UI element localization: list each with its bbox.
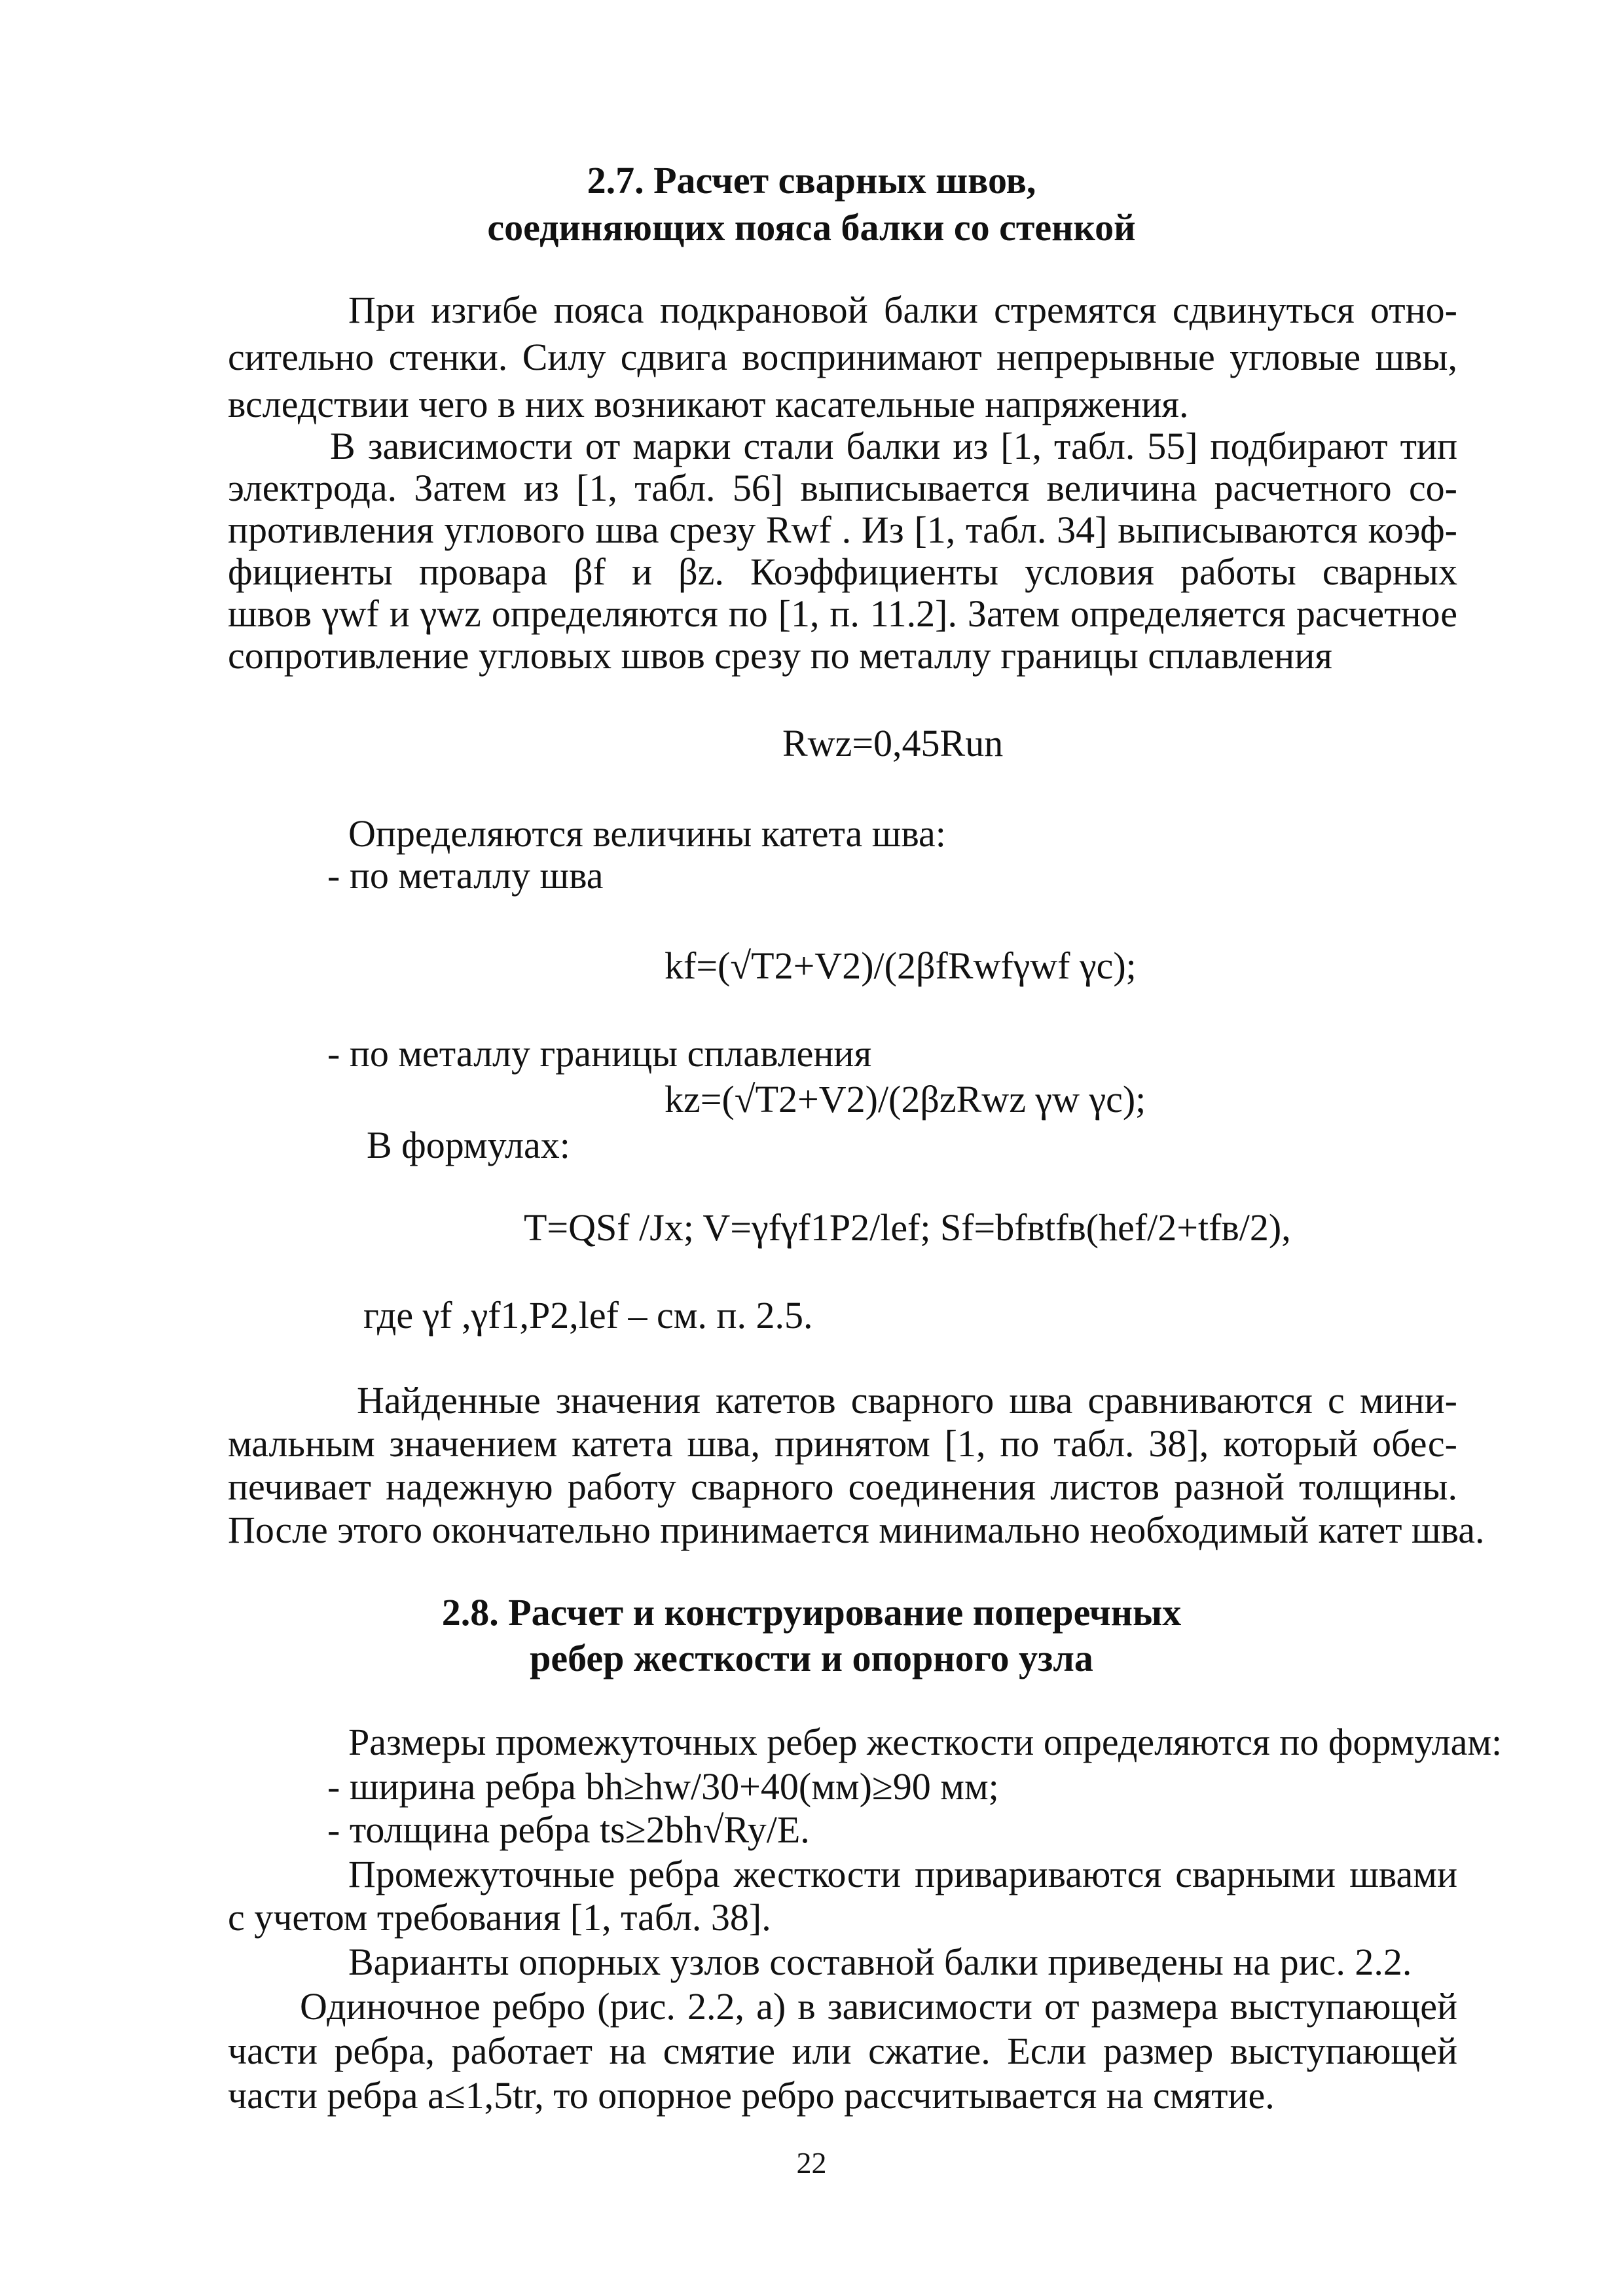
section-2-7-title-line1: 2.7. Расчет сварных швов, <box>587 159 1036 202</box>
p1-line2: сительно стенки. Силу сдвига воспринимают непрерывные угловые швы, <box>228 336 1457 378</box>
formula-kf: kf=(√T2+V2)/(2βfRwfγwf γc); <box>665 944 1137 987</box>
p2-line3: противления углового шва срезу Rwf . Из [1, табл. 34] выписываются коэф- <box>228 509 1457 551</box>
section-2-7-title-line2: соединяющих пояса балки со стенкой <box>487 206 1136 249</box>
p3-line1: Определяются величины катета шва: <box>348 812 946 855</box>
section-2-8-title-line1: 2.8. Расчет и конструирование поперечных <box>441 1591 1182 1634</box>
p7-line3: печивает надежную работу сварного соединения листов разной толщины. <box>228 1465 1457 1508</box>
p9-line2: с учетом требования [1, табл. 38]. <box>228 1896 771 1939</box>
p1-line1: При изгибе пояса подкрановой балки стремятся сдвинуться отно- <box>348 289 1457 331</box>
p2-line2: электрода. Затем из [1, табл. 56] выписывается величина расчетного со- <box>228 467 1457 509</box>
p11-line2: части ребра, работает на смятие или сжатие. Если размер выступающей <box>228 2030 1457 2072</box>
formula-rwz: Rwz=0,45Run <box>782 722 1004 764</box>
p10-line1: Варианты опорных узлов составной балки приведены на рис. 2.2. <box>348 1941 1412 1983</box>
p11-line1: Одиночное ребро (рис. 2.2, а) в зависимости от размера выступающей <box>300 1985 1457 2028</box>
p2-line5: швов γwf и γwz определяются по [1, п. 11.2]. Затем определяется расчетное <box>228 592 1457 635</box>
p6-line1: где γf ,γf1,P2,lef – см. п. 2.5. <box>363 1294 813 1336</box>
p8-line1: Размеры промежуточных ребер жесткости определяются по формулам: <box>348 1721 1503 1763</box>
p8-line3: - толщина ребра ts≥2bh√Ry/E. <box>327 1808 810 1851</box>
formula-kz: kz=(√T2+V2)/(2βzRwz γw γc); <box>665 1078 1146 1121</box>
p2-line6: сопротивление угловых швов срезу по металлу границы сплавления <box>228 634 1332 677</box>
page-number: 22 <box>796 2146 827 2179</box>
formula-t-v-s: T=QSf /Jx; V=γfγf1P2/lef; Sf=bfвtfв(hef/2+tfв/2), <box>524 1206 1291 1249</box>
p7-line2: мальным значением катета шва, принятом [1, по табл. 38], который обес- <box>228 1422 1457 1465</box>
p2-line1: В зависимости от марки стали балки из [1, табл. 55] подбирают тип <box>330 425 1457 467</box>
p3-line2: - по металлу шва <box>327 854 604 897</box>
section-2-8-title-line2: ребер жесткости и опорного узла <box>530 1637 1093 1679</box>
p4-line1: - по металлу границы сплавления <box>327 1032 872 1075</box>
p9-line1: Промежуточные ребра жесткости привариваются сварными швами <box>348 1853 1457 1895</box>
p5-line1: В формулах: <box>367 1124 570 1166</box>
p8-line2: - ширина ребра bh≥hw/30+40(мм)≥90 мм; <box>327 1765 999 1808</box>
p1-line3: вследствии чего в них возникают касательные напряжения. <box>228 383 1189 425</box>
p7-line4: После этого окончательно принимается минимально необходимый катет шва. <box>228 1509 1485 1551</box>
p11-line3: части ребра a≤1,5tr, то опорное ребро рассчитывается на смятие. <box>228 2074 1275 2117</box>
p7-line1: Найденные значения катетов сварного шва сравниваются с мини- <box>357 1379 1457 1422</box>
p2-line4: фициенты провара βf и βz. Коэффициенты условия работы сварных <box>228 550 1457 593</box>
